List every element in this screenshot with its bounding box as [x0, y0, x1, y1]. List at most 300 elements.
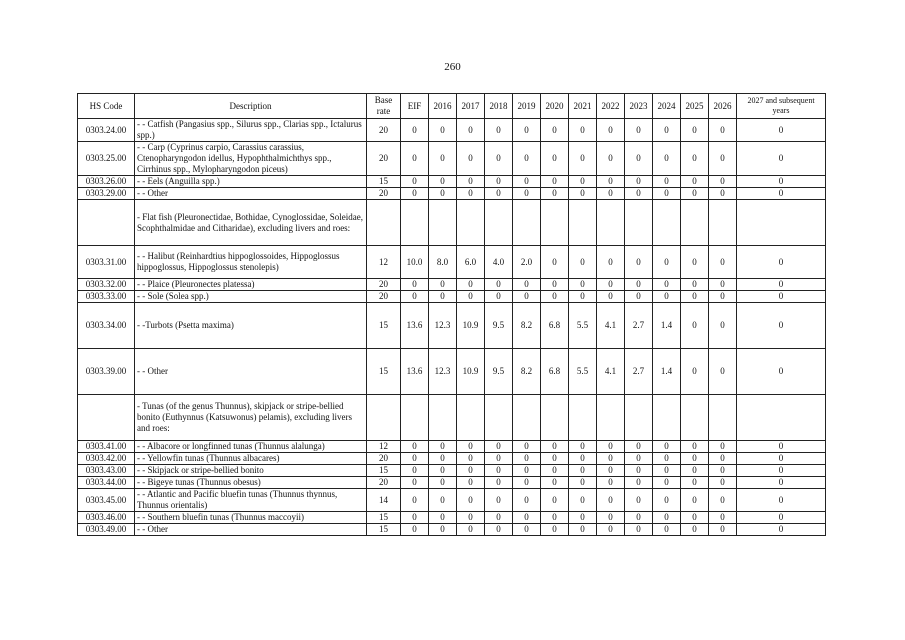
rate-cell: 5.5 [569, 349, 597, 395]
rate-cell: 0 [625, 176, 653, 188]
rate-cell: 0 [569, 453, 597, 465]
rate-cell: 0 [457, 512, 485, 524]
rate-cell: 0 [457, 489, 485, 512]
hs-code-cell: 0303.24.00 [78, 119, 135, 142]
rate-cell: 0 [457, 441, 485, 453]
rate-cell: 0 [569, 441, 597, 453]
rate-cell: 0 [401, 441, 429, 453]
rate-cell: 0 [653, 512, 681, 524]
base-rate-cell: 12 [367, 246, 401, 279]
rate-cell: 0 [429, 489, 457, 512]
rate-cell: 0 [625, 512, 653, 524]
rate-cell [681, 395, 709, 441]
base-rate-cell: 20 [367, 142, 401, 176]
rate-cell: 0 [653, 176, 681, 188]
rate-cell: 0 [541, 279, 569, 291]
description-cell: - -Turbots (Psetta maxima) [135, 303, 367, 349]
table-row [78, 465, 826, 477]
rate-cell: 0 [457, 188, 485, 200]
rate-cell: 0 [457, 176, 485, 188]
table-row [78, 395, 826, 441]
rate-cell: 0 [709, 119, 737, 142]
rate-cell: 0 [625, 279, 653, 291]
base-rate-cell: 20 [367, 188, 401, 200]
rate-cell: 0 [429, 512, 457, 524]
base-rate-cell: 20 [367, 453, 401, 465]
table-row [78, 291, 826, 303]
rate-cell: 0 [653, 453, 681, 465]
rate-cell: 0 [625, 441, 653, 453]
rate-cell: 0 [681, 512, 709, 524]
rate-cell: 0 [709, 142, 737, 176]
rate-cell: 0 [625, 465, 653, 477]
rate-cell: 9.5 [485, 349, 513, 395]
hs-code-cell: 0303.31.00 [78, 246, 135, 279]
rate-cell: 0 [513, 441, 541, 453]
rate-cell [457, 395, 485, 441]
column-header: 2025 [681, 94, 709, 119]
rate-cell: 0 [653, 291, 681, 303]
rate-cell [457, 200, 485, 246]
table-row [78, 349, 826, 395]
column-header: HS Code [78, 94, 135, 119]
rate-cell: 0 [625, 246, 653, 279]
description-cell: - - Other [135, 349, 367, 395]
rate-cell: 0 [401, 142, 429, 176]
column-header: Description [135, 94, 367, 119]
rate-cell: 0 [737, 176, 826, 188]
rate-cell [569, 395, 597, 441]
rate-cell: 12.3 [429, 303, 457, 349]
rate-cell [485, 200, 513, 246]
rate-cell: 0 [457, 119, 485, 142]
rate-cell: 0 [569, 119, 597, 142]
rate-cell [625, 395, 653, 441]
base-rate-cell: 14 [367, 489, 401, 512]
rate-cell: 0 [485, 524, 513, 536]
table-row [78, 303, 826, 349]
rate-cell [597, 200, 625, 246]
rate-cell: 0 [569, 279, 597, 291]
rate-cell: 0 [485, 142, 513, 176]
rate-cell: 0 [681, 453, 709, 465]
rate-cell: 6.0 [457, 246, 485, 279]
rate-cell: 0 [681, 279, 709, 291]
rate-cell: 0 [597, 119, 625, 142]
rate-cell: 0 [597, 246, 625, 279]
base-rate-cell [367, 395, 401, 441]
rate-cell: 0 [401, 279, 429, 291]
base-rate-cell: 20 [367, 291, 401, 303]
rate-cell: 0 [429, 291, 457, 303]
rate-cell: 0 [513, 453, 541, 465]
column-header: 2017 [457, 94, 485, 119]
rate-cell: 0 [569, 176, 597, 188]
column-header: 2019 [513, 94, 541, 119]
rate-cell: 4.0 [485, 246, 513, 279]
rate-cell: 6.8 [541, 303, 569, 349]
rate-cell: 0 [653, 119, 681, 142]
rate-cell: 0 [513, 465, 541, 477]
rate-cell: 0 [709, 477, 737, 489]
rate-cell [401, 395, 429, 441]
hs-code-cell: 0303.26.00 [78, 176, 135, 188]
rate-cell: 0 [485, 188, 513, 200]
rate-cell: 0 [709, 524, 737, 536]
rate-cell: 0 [681, 441, 709, 453]
rate-cell: 0 [485, 176, 513, 188]
rate-cell: 0 [513, 188, 541, 200]
rate-cell: 0 [597, 176, 625, 188]
hs-code-cell: 0303.25.00 [78, 142, 135, 176]
rate-cell: 0 [485, 477, 513, 489]
table-row [78, 512, 826, 524]
rate-cell: 0 [597, 465, 625, 477]
rate-cell: 0 [681, 176, 709, 188]
description-cell: - - Carp (Cyprinus carpio, Carassius carassius, Ctenopharyngodon idellus, Hypophthalmichthys spp., Cirrhinus spp., Mylopharyngodon piceus) [135, 142, 367, 176]
description-cell: - - Halibut (Reinhardtius hippoglossoides, Hippoglossus hippoglossus, Hippoglossus stenolepis) [135, 246, 367, 279]
rate-cell: 0 [625, 188, 653, 200]
rate-cell [541, 200, 569, 246]
rate-cell: 0 [485, 119, 513, 142]
rate-cell: 0 [709, 303, 737, 349]
rate-cell: 0 [429, 453, 457, 465]
rate-cell: 10.9 [457, 303, 485, 349]
hs-code-cell [78, 200, 135, 246]
rate-cell: 0 [737, 477, 826, 489]
table-body [78, 119, 826, 536]
table-row [78, 441, 826, 453]
base-rate-cell: 15 [367, 465, 401, 477]
rate-cell [429, 200, 457, 246]
rate-cell: 0 [401, 188, 429, 200]
rate-cell: 0 [513, 512, 541, 524]
table-row [78, 477, 826, 489]
table-row [78, 279, 826, 291]
rate-cell: 0 [541, 119, 569, 142]
column-header: 2027 and subsequent years [737, 94, 826, 119]
rate-cell: 0 [681, 465, 709, 477]
rate-cell: 0 [457, 291, 485, 303]
hs-code-cell: 0303.42.00 [78, 453, 135, 465]
rate-cell: 0 [485, 291, 513, 303]
rate-cell: 1.4 [653, 349, 681, 395]
rate-cell: 0 [653, 465, 681, 477]
description-cell: - - Other [135, 188, 367, 200]
description-cell: - - Skipjack or stripe-bellied bonito [135, 465, 367, 477]
rate-cell: 0 [569, 477, 597, 489]
rate-cell: 0 [429, 524, 457, 536]
hs-code-cell: 0303.45.00 [78, 489, 135, 512]
rate-cell [653, 200, 681, 246]
rate-cell: 0 [709, 176, 737, 188]
rate-cell: 0 [457, 279, 485, 291]
description-cell: - - Southern bluefin tunas (Thunnus maccoyii) [135, 512, 367, 524]
rate-cell: 0 [597, 441, 625, 453]
column-header: 2016 [429, 94, 457, 119]
rate-cell: 0 [625, 524, 653, 536]
hs-code-cell: 0303.32.00 [78, 279, 135, 291]
rate-cell: 0 [597, 489, 625, 512]
rate-cell: 0 [569, 291, 597, 303]
rate-cell [709, 200, 737, 246]
rate-cell: 10.0 [401, 246, 429, 279]
column-header: 2020 [541, 94, 569, 119]
rate-cell: 0 [597, 291, 625, 303]
rate-cell [737, 200, 826, 246]
rate-cell: 0 [737, 188, 826, 200]
description-cell: - - Sole (Solea spp.) [135, 291, 367, 303]
rate-cell: 0 [709, 441, 737, 453]
rate-cell: 13.6 [401, 303, 429, 349]
rate-cell: 2.0 [513, 246, 541, 279]
rate-cell: 0 [513, 279, 541, 291]
rate-cell: 0 [653, 246, 681, 279]
description-cell: - - Bigeye tunas (Thunnus obesus) [135, 477, 367, 489]
rate-cell: 0 [625, 453, 653, 465]
rate-cell: 0 [485, 489, 513, 512]
rate-cell: 0 [681, 246, 709, 279]
rate-cell: 0 [569, 188, 597, 200]
rate-cell: 2.7 [625, 349, 653, 395]
rate-cell: 0 [569, 489, 597, 512]
description-cell: - Tunas (of the genus Thunnus), skipjack or stripe-bellied bonito (Euthynnus (Katsuwonus) pelamis), excluding livers and roes: [135, 395, 367, 441]
rate-cell: 0 [653, 441, 681, 453]
rate-cell: 0 [569, 524, 597, 536]
base-rate-cell [367, 200, 401, 246]
rate-cell [625, 200, 653, 246]
rate-cell: 0 [401, 291, 429, 303]
rate-cell: 0 [401, 453, 429, 465]
column-header: 2021 [569, 94, 597, 119]
description-cell: - - Catfish (Pangasius spp., Silurus spp., Clarias spp., Ictalurus spp.) [135, 119, 367, 142]
rate-cell: 0 [737, 349, 826, 395]
rate-cell: 0 [513, 489, 541, 512]
rate-cell: 0 [709, 512, 737, 524]
rate-cell: 0 [401, 477, 429, 489]
description-cell: - - Other [135, 524, 367, 536]
rate-cell: 0 [541, 142, 569, 176]
rate-cell: 6.8 [541, 349, 569, 395]
rate-cell: 0 [429, 176, 457, 188]
rate-cell: 0 [653, 279, 681, 291]
rate-cell [709, 395, 737, 441]
rate-cell: 5.5 [569, 303, 597, 349]
rate-cell: 0 [681, 349, 709, 395]
rate-cell: 0 [625, 119, 653, 142]
rate-cell: 0 [541, 188, 569, 200]
rate-cell: 0 [597, 512, 625, 524]
column-header: Base rate [367, 94, 401, 119]
rate-cell: 0 [541, 246, 569, 279]
rate-cell: 13.6 [401, 349, 429, 395]
rate-cell: 0 [681, 291, 709, 303]
column-header: EIF [401, 94, 429, 119]
rate-cell: 0 [401, 489, 429, 512]
table-row [78, 524, 826, 536]
rate-cell: 0 [541, 465, 569, 477]
table-row [78, 453, 826, 465]
description-cell: - - Albacore or longfinned tunas (Thunnus alalunga) [135, 441, 367, 453]
rate-cell: 8.0 [429, 246, 457, 279]
rate-cell: 0 [513, 291, 541, 303]
rate-cell: 0 [457, 524, 485, 536]
rate-cell: 0 [709, 279, 737, 291]
rate-cell: 0 [485, 279, 513, 291]
rate-cell: 0 [681, 524, 709, 536]
rate-cell: 0 [737, 291, 826, 303]
table-row [78, 142, 826, 176]
rate-cell: 0 [485, 512, 513, 524]
rate-cell: 0 [401, 176, 429, 188]
rate-cell: 0 [429, 279, 457, 291]
rate-cell [401, 200, 429, 246]
column-header: 2022 [597, 94, 625, 119]
rate-cell: 0 [569, 142, 597, 176]
rate-cell: 0 [709, 465, 737, 477]
rate-cell: 0 [513, 176, 541, 188]
base-rate-cell: 15 [367, 349, 401, 395]
rate-cell: 0 [681, 303, 709, 349]
hs-code-cell: 0303.29.00 [78, 188, 135, 200]
rate-cell: 0 [625, 291, 653, 303]
rate-cell: 0 [401, 512, 429, 524]
table-row [78, 176, 826, 188]
rate-cell: 0 [737, 453, 826, 465]
rate-cell: 0 [457, 465, 485, 477]
rate-cell: 0 [681, 142, 709, 176]
rate-cell: 4.1 [597, 303, 625, 349]
hs-code-cell: 0303.34.00 [78, 303, 135, 349]
rate-cell: 0 [653, 142, 681, 176]
rate-cell: 0 [653, 188, 681, 200]
rate-cell: 0 [541, 524, 569, 536]
rate-cell: 0 [541, 291, 569, 303]
rate-cell: 0 [485, 453, 513, 465]
rate-cell: 0 [597, 279, 625, 291]
rate-cell: 0 [597, 142, 625, 176]
rate-cell: 0 [597, 477, 625, 489]
description-cell: - - Yellowfin tunas (Thunnus albacares) [135, 453, 367, 465]
rate-cell: 2.7 [625, 303, 653, 349]
rate-cell: 0 [457, 142, 485, 176]
rate-cell: 0 [513, 477, 541, 489]
rate-cell: 0 [737, 512, 826, 524]
table-row [78, 200, 826, 246]
rate-cell [653, 395, 681, 441]
column-header: 2024 [653, 94, 681, 119]
rate-cell: 0 [625, 477, 653, 489]
base-rate-cell: 15 [367, 176, 401, 188]
rate-cell: 0 [681, 119, 709, 142]
description-cell: - - Eels (Anguilla spp.) [135, 176, 367, 188]
hs-code-cell: 0303.33.00 [78, 291, 135, 303]
rate-cell: 0 [569, 512, 597, 524]
rate-cell: 0 [681, 477, 709, 489]
rate-cell: 0 [429, 441, 457, 453]
hs-code-cell: 0303.44.00 [78, 477, 135, 489]
rate-cell: 0 [737, 489, 826, 512]
rate-cell: 0 [709, 188, 737, 200]
rate-cell [569, 200, 597, 246]
table-header-row [78, 94, 826, 119]
description-cell: - - Atlantic and Pacific bluefin tunas (Thunnus thynnus, Thunnus orientalis) [135, 489, 367, 512]
base-rate-cell: 15 [367, 512, 401, 524]
hs-code-cell: 0303.49.00 [78, 524, 135, 536]
table-row [78, 119, 826, 142]
page-number: 260 [444, 61, 461, 73]
rate-cell: 0 [597, 188, 625, 200]
rate-cell: 4.1 [597, 349, 625, 395]
rate-cell: 0 [653, 489, 681, 512]
hs-code-cell: 0303.46.00 [78, 512, 135, 524]
table-row [78, 188, 826, 200]
description-cell: - - Plaice (Pleuronectes platessa) [135, 279, 367, 291]
rate-cell: 0 [597, 524, 625, 536]
rate-cell: 0 [597, 453, 625, 465]
rate-cell: 0 [513, 524, 541, 536]
rate-cell: 0 [401, 524, 429, 536]
rate-cell: 12.3 [429, 349, 457, 395]
rate-cell: 0 [737, 246, 826, 279]
rate-cell: 0 [541, 453, 569, 465]
column-header: 2023 [625, 94, 653, 119]
rate-cell: 0 [485, 465, 513, 477]
rate-cell: 0 [513, 119, 541, 142]
rate-cell [737, 395, 826, 441]
rate-cell: 0 [401, 465, 429, 477]
rate-cell: 0 [457, 453, 485, 465]
rate-cell: 0 [737, 441, 826, 453]
rate-cell: 0 [737, 524, 826, 536]
rate-cell: 0 [625, 489, 653, 512]
rate-cell: 0 [429, 188, 457, 200]
rate-cell: 0 [681, 489, 709, 512]
rate-cell: 0 [737, 119, 826, 142]
rate-cell: 0 [429, 465, 457, 477]
rate-cell: 0 [541, 176, 569, 188]
column-header: 2026 [709, 94, 737, 119]
rate-cell: 1.4 [653, 303, 681, 349]
base-rate-cell: 20 [367, 477, 401, 489]
table-row [78, 489, 826, 512]
rate-cell [597, 395, 625, 441]
rate-cell [485, 395, 513, 441]
hs-code-cell [78, 395, 135, 441]
rate-cell: 0 [681, 188, 709, 200]
rate-cell: 0 [541, 477, 569, 489]
rate-cell: 0 [569, 246, 597, 279]
rate-cell: 0 [709, 349, 737, 395]
base-rate-cell: 20 [367, 279, 401, 291]
rate-cell [681, 200, 709, 246]
rate-cell: 9.5 [485, 303, 513, 349]
rate-cell: 0 [513, 142, 541, 176]
rate-cell: 0 [541, 512, 569, 524]
rate-cell: 0 [653, 524, 681, 536]
rate-cell: 10.9 [457, 349, 485, 395]
tariff-schedule-table [77, 93, 826, 536]
rate-cell: 0 [737, 465, 826, 477]
rate-cell: 8.2 [513, 349, 541, 395]
rate-cell: 0 [625, 142, 653, 176]
rate-cell: 0 [709, 291, 737, 303]
rate-cell: 0 [485, 441, 513, 453]
rate-cell: 0 [653, 477, 681, 489]
hs-code-cell: 0303.41.00 [78, 441, 135, 453]
rate-cell [429, 395, 457, 441]
rate-cell: 0 [569, 465, 597, 477]
